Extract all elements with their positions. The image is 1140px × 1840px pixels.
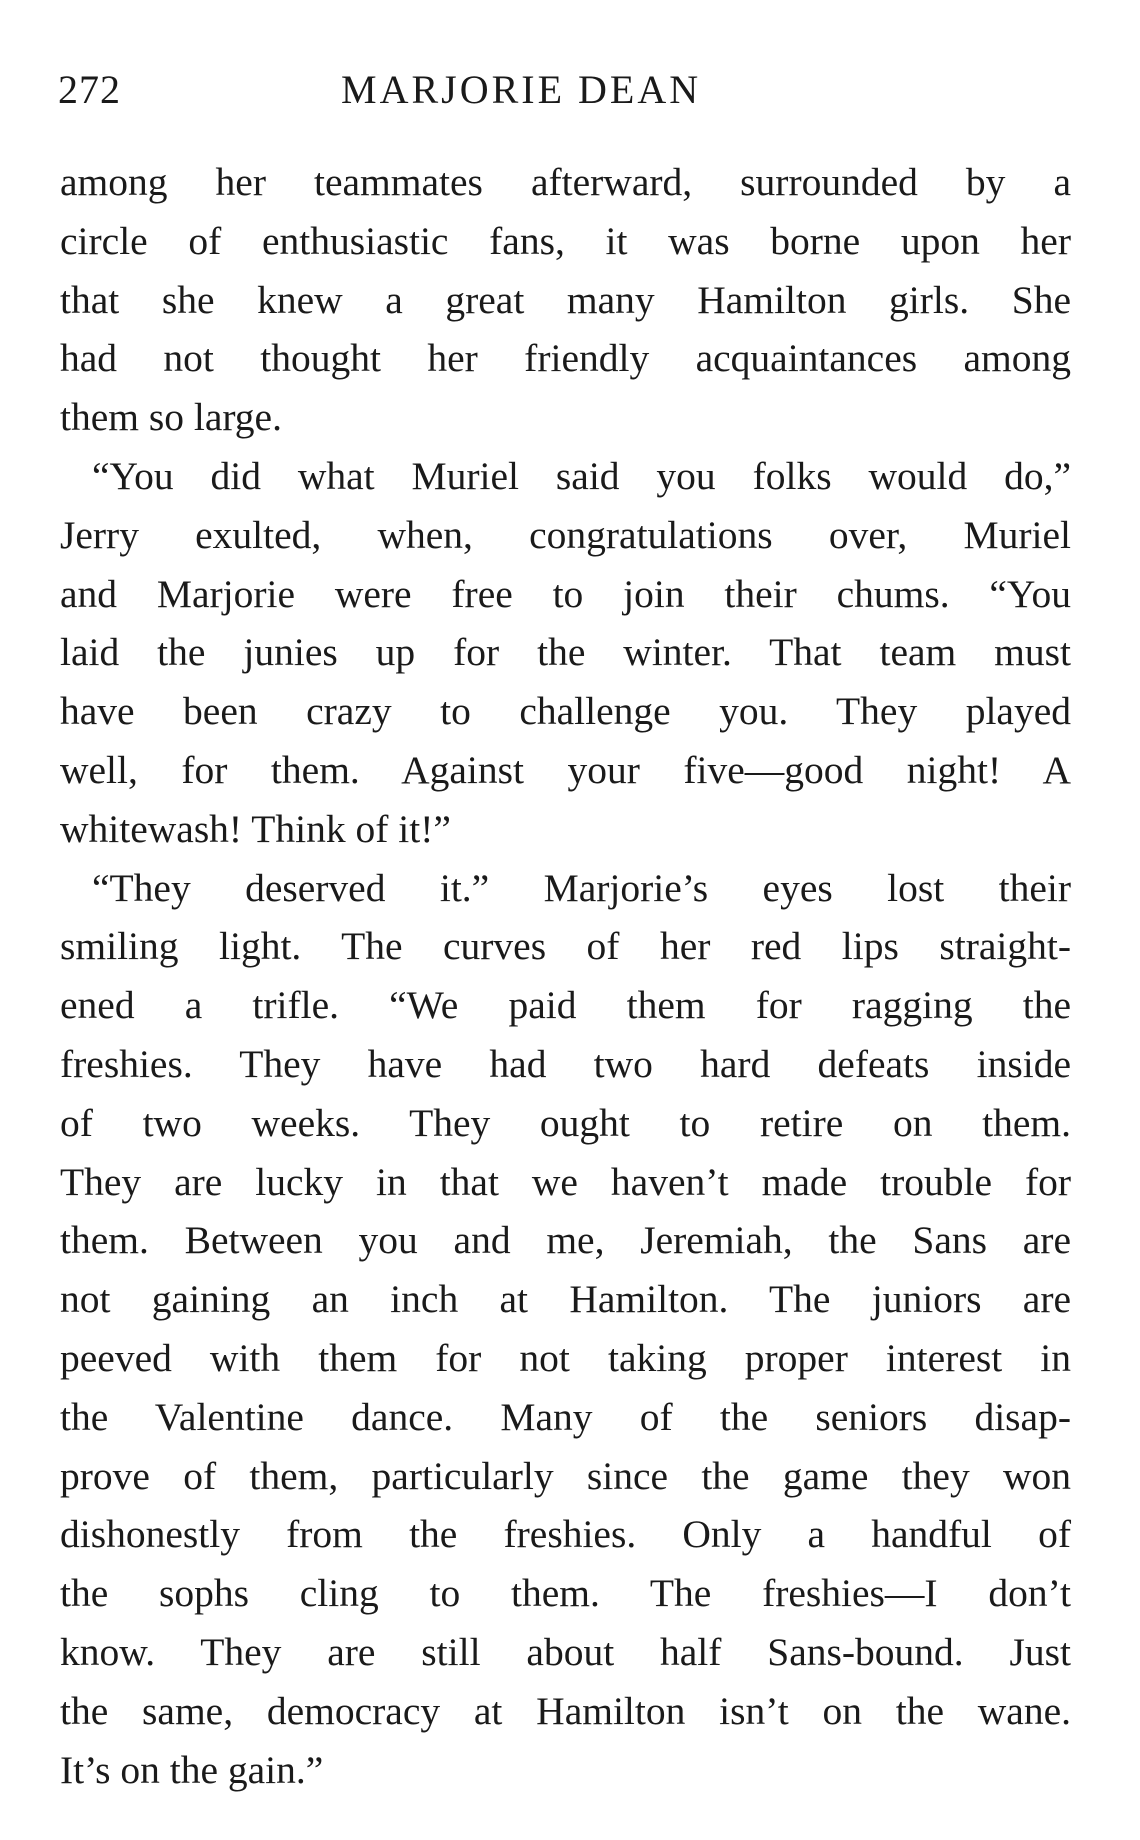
text-line: smiling light. The curves of her red lips straight- [60, 924, 1071, 969]
text-line: whitewash! Think of it!” [60, 806, 451, 851]
page-number: 272 [58, 67, 121, 112]
text-line: Jerry exulted, when, congratulations over, Muriel [60, 512, 1071, 557]
text-line: and Marjorie were free to join their chums. “You [60, 571, 1071, 616]
text-line: the sophs cling to them. The freshies—I don’t [60, 1571, 1071, 1616]
text-line: It’s on the gain.” [60, 1747, 324, 1792]
text-line: ened a trifle. “We paid them for ragging the [60, 983, 1071, 1028]
text-line: circle of enthusiastic fans, it was borne upon her [60, 218, 1071, 263]
text-line: the same, democracy at Hamilton isn’t on the wane. [60, 1688, 1071, 1733]
running-head [58, 60, 1078, 120]
text-line: had not thought her friendly acquaintances among [60, 336, 1071, 381]
book-title: MARJORIE DEAN [341, 67, 702, 112]
text-line: that she knew a great many Hamilton girls. She [60, 277, 1071, 322]
text-line: dishonestly from the freshies. Only a handful of [60, 1512, 1071, 1557]
text-line: freshies. They have had two hard defeats inside [60, 1041, 1071, 1086]
text-line: them so large. [60, 395, 282, 440]
text-line: them. Between you and me, Jeremiah, the Sans are [60, 1218, 1071, 1263]
text-line: peeved with them for not taking proper interest in [60, 1335, 1071, 1380]
text-line: among her teammates afterward, surrounded by a [60, 160, 1071, 204]
text-line: have been crazy to challenge you. They played [60, 689, 1071, 734]
text-line: know. They are still about half Sans-bound. Just [60, 1629, 1071, 1674]
text-line: of two weeks. They ought to retire on them. [60, 1100, 1071, 1145]
text-line: “You did what Muriel said you folks would do,” [92, 453, 1071, 498]
text-line: not gaining an inch at Hamilton. The juniors are [60, 1277, 1071, 1322]
text-line: the Valentine dance. Many of the seniors disap- [60, 1394, 1071, 1439]
text-line: They are lucky in that we haven’t made trouble for [60, 1159, 1071, 1204]
text-line: “They deserved it.” Marjorie’s eyes lost their [92, 865, 1071, 910]
text-line: well, for them. Against your five—good night! A [60, 747, 1071, 792]
text-line: prove of them, particularly since the game they won [60, 1453, 1071, 1498]
text-line: laid the junies up for the winter. That team must [60, 630, 1071, 675]
body-text [60, 153, 1071, 1799]
